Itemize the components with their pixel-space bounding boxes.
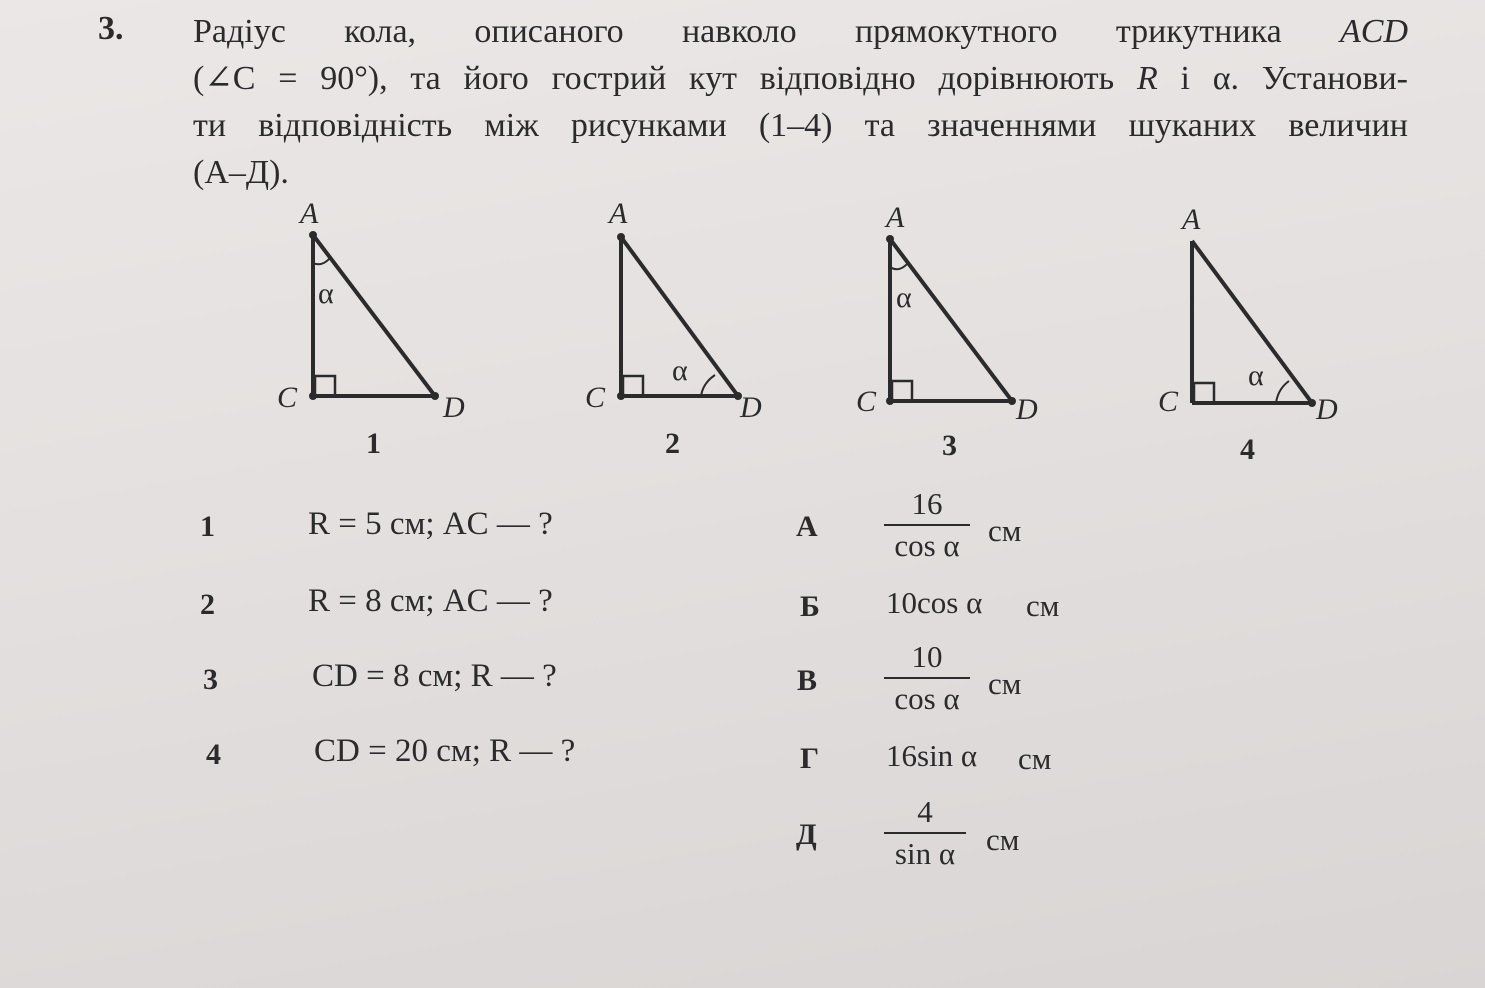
left-item-4-text: CD = 20 см; R — ? [314,733,576,769]
figure-3-point-C [886,397,894,405]
fraction-bar [884,832,966,834]
figure-2-label-C: C [585,381,606,414]
right-item-D-numerator: 4 [917,794,933,829]
right-item-D-fraction [884,794,966,872]
figure-4-label-A: A [1182,203,1201,236]
right-item-G-value: 16sin α [886,738,978,773]
right-item-A-unit: см [988,513,1022,548]
left-item-1-text: R = 5 см; AC — ? [308,506,553,542]
question-line-3: ти відповідність між рисунками (1–4) та значеннями шуканих величин [193,107,1408,144]
figure-4-angle-arc [1276,381,1289,403]
left-item-3-number: 3 [203,663,218,696]
figure-2-caption: 2 [665,427,680,460]
right-item-G-letter: Г [800,742,820,775]
right-item-A-fraction [884,486,970,564]
figure-3-alpha: α [896,281,912,314]
figure-3-angle-arc [890,263,908,269]
figure-3-point-D [1008,397,1016,405]
fraction-bar [884,524,970,526]
figure-1-label-A: A [300,197,319,230]
figure-3-label-A: A [886,201,905,234]
figure-3 [848,195,1088,465]
figure-1-point-D [431,392,439,400]
question-line-2a: (∠C = 90°), та його гострий кут відповідно дорівнюють [193,60,1137,97]
figure-1-alpha: α [318,277,334,310]
right-item-V-unit: см [988,666,1022,701]
figure-2-angle-arc [701,375,715,396]
right-item-A-numerator: 16 [911,486,943,521]
left-item-1-number: 1 [200,510,215,543]
question-line-4: (А–Д). [193,154,289,191]
figure-2-label-A: A [609,197,628,230]
figure-2-right-angle [623,376,643,396]
figure-3-label-C: C [856,385,877,418]
figure-1-caption: 1 [366,427,381,460]
figure-2-label-D: D [740,391,762,424]
figure-4-point-D [1308,399,1316,407]
figure-4-alpha: α [1248,359,1264,392]
right-item-B-value: 10cos α [886,585,983,620]
figure-1-label-C: C [277,381,298,414]
right-item-D-unit: см [986,822,1020,857]
figure-1-angle-arc [313,258,330,264]
question-line-2 [193,55,1408,102]
figure-3-caption: 3 [942,429,957,462]
radius-symbol: R [1136,60,1158,97]
right-item-B-letter: Б [800,590,820,623]
figure-2-alpha: α [672,354,688,387]
right-item-A-letter: А [796,510,818,543]
right-item-G-unit: см [1018,741,1052,776]
figure-4-label-C: C [1158,385,1179,418]
right-item-V-fraction [884,639,970,717]
question-number: 3. [98,10,124,47]
right-item-D-denominator: sin α [894,836,956,871]
figure-1-right-angle [315,376,335,396]
left-item-3-text: CD = 8 см; R — ? [312,658,557,694]
right-item-A-denominator: cos α [894,528,960,563]
figure-4-caption: 4 [1240,433,1255,465]
left-item-2-text: R = 8 см; AC — ? [308,583,553,619]
figure-2-point-A [617,233,625,241]
figure-3-right-angle [892,381,912,401]
figure-4-label-D: D [1316,393,1338,426]
figure-1-point-C [309,392,317,400]
question-line-1 [193,8,1408,55]
figure-3-label-D: D [1016,393,1038,426]
figure-1 [260,195,500,465]
fraction-bar [884,677,970,679]
right-item-B-unit: см [1026,588,1060,623]
triangle-name: ACD [1340,13,1409,50]
figure-1-label-D: D [443,391,465,424]
figure-1-side-AD [313,235,435,396]
right-item-D-letter: Д [796,818,817,851]
question-line-1-text: Радіус кола, описаного навколо прямокутного трикутника [193,13,1282,50]
right-item-V-letter: В [797,664,818,697]
figure-1-point-A [309,231,317,239]
figure-2-point-C [617,392,625,400]
figure-4 [1140,195,1380,465]
figure-3-point-A [886,235,894,243]
right-item-V-numerator: 10 [911,639,943,674]
right-item-V-denominator: cos α [894,681,960,716]
left-item-2-number: 2 [200,588,215,621]
figure-2 [565,195,805,465]
left-item-4-number: 4 [206,738,221,771]
question-line-2b: і α. Установи- [1157,60,1408,97]
figure-4-right-angle [1194,383,1214,403]
